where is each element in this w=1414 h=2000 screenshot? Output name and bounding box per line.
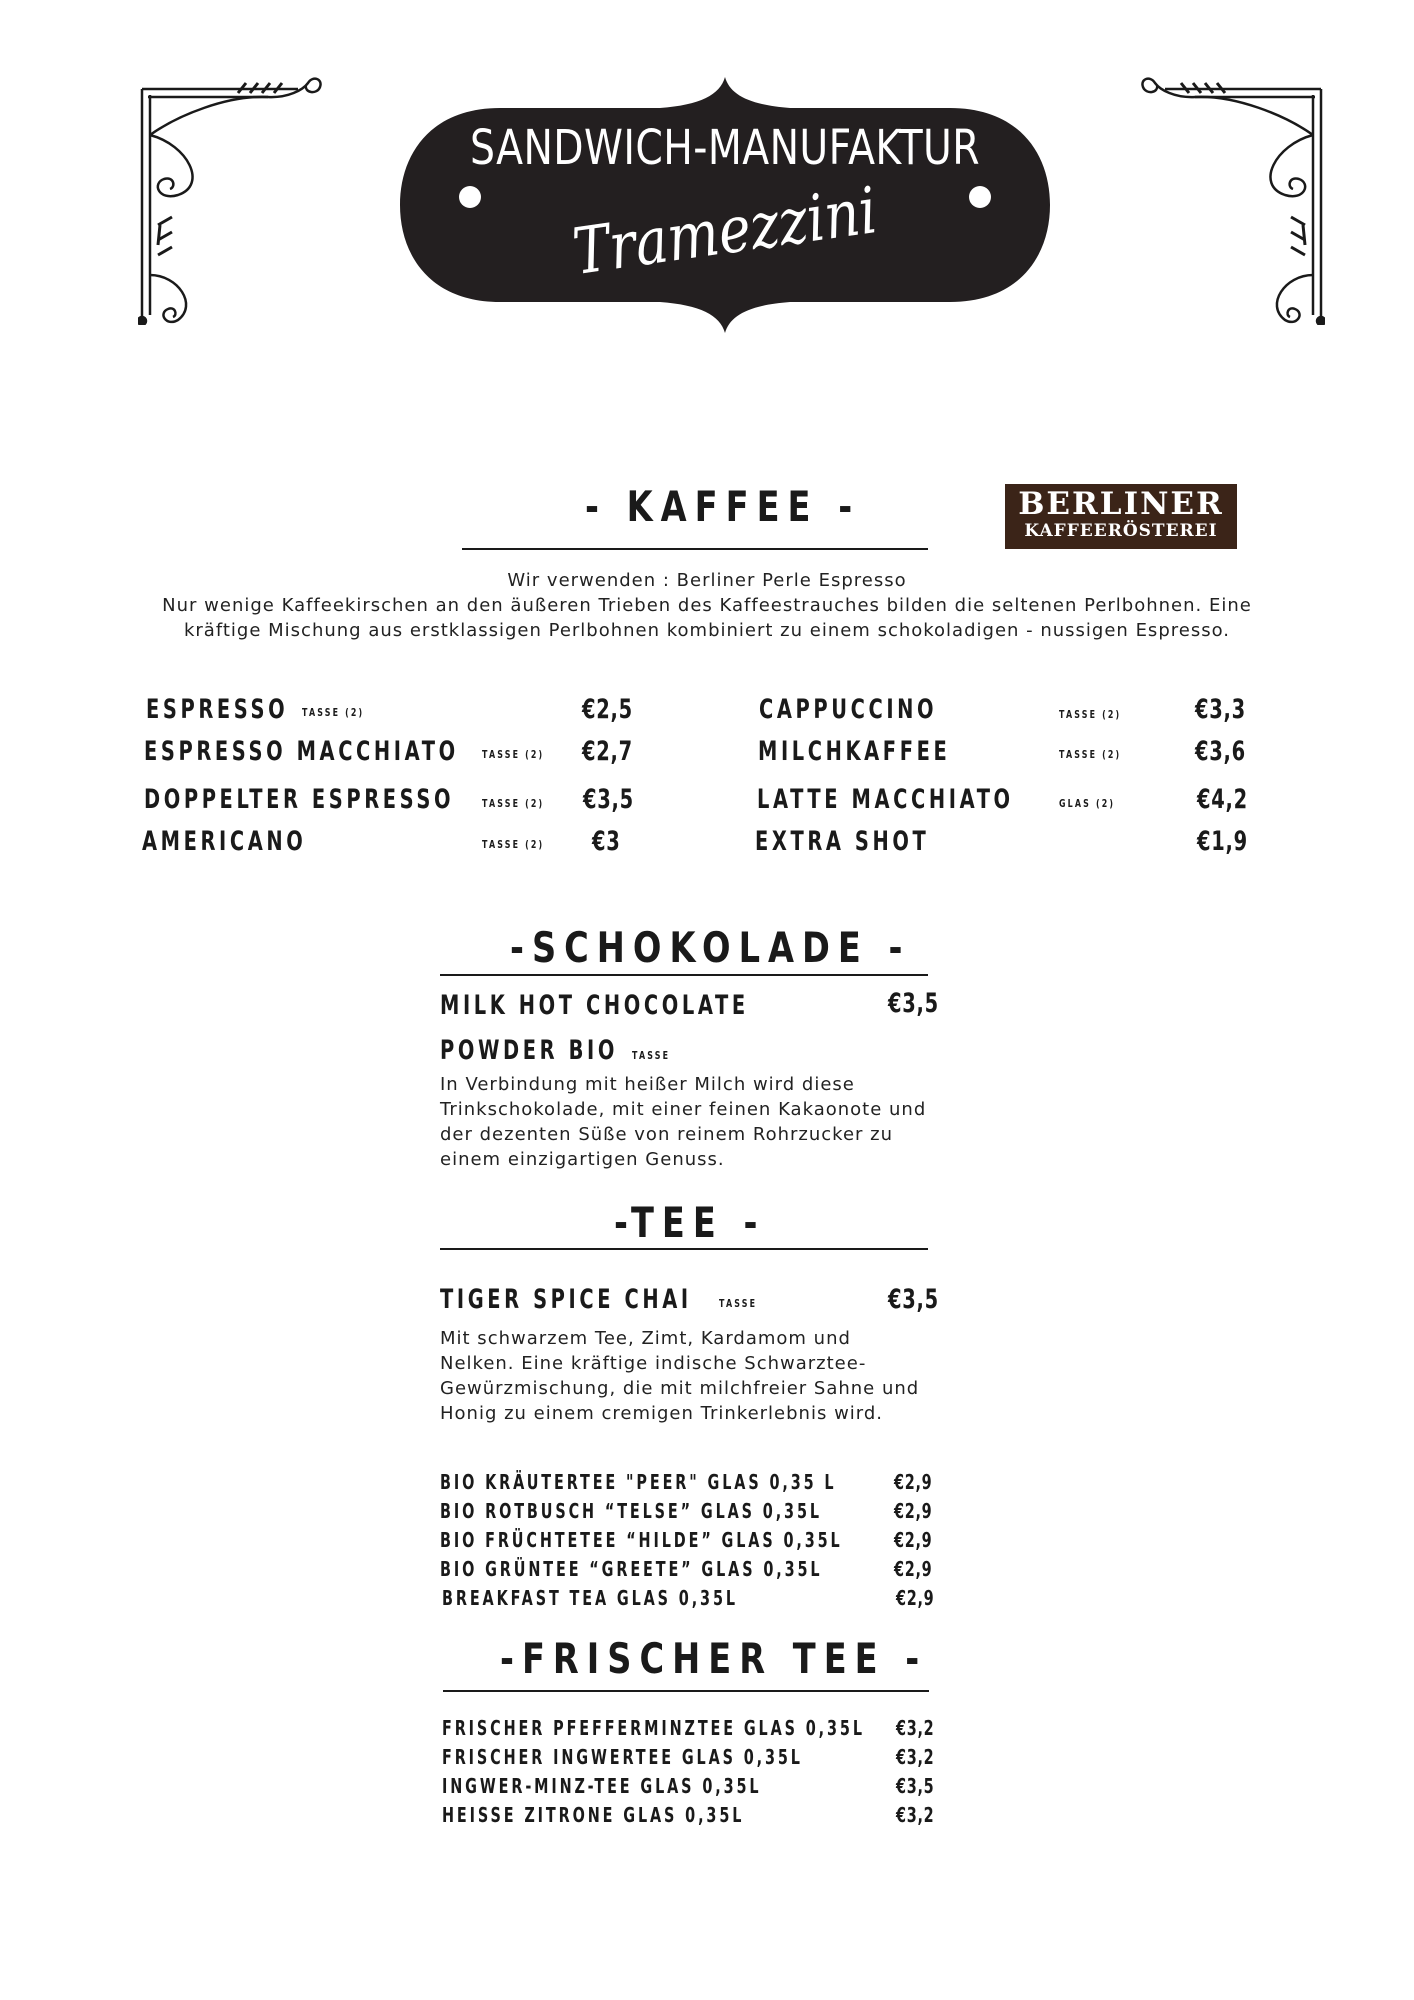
list-item-price: €2,9 bbox=[894, 1557, 933, 1581]
menu-item-name: ESPRESSO MACCHIATO bbox=[144, 736, 459, 767]
list-item: FRISCHER INGWERTEE GLAS 0,35L bbox=[442, 1745, 803, 1769]
menu-item-unit: GLAS (2) bbox=[1059, 797, 1116, 810]
berliner-logo bbox=[1005, 484, 1237, 549]
menu-item-price: €3,5 bbox=[583, 784, 634, 815]
menu-item-name: MILCHKAFFEE bbox=[758, 736, 951, 767]
list-item: HEISSE ZITRONE GLAS 0,35L bbox=[442, 1803, 745, 1827]
header-banner bbox=[400, 75, 1050, 335]
menu-item-price: €3,3 bbox=[1195, 694, 1246, 725]
menu-item-name: EXTRA SHOT bbox=[755, 826, 930, 857]
banner-script: Tramezzini bbox=[568, 174, 882, 290]
menu-item-name: DOPPELTER ESPRESSO bbox=[144, 784, 455, 815]
list-item-price: €3,2 bbox=[896, 1716, 935, 1740]
frischer-tee-heading: -FRISCHER TEE - bbox=[500, 1634, 928, 1683]
menu-item-unit: TASSE (2) bbox=[482, 838, 545, 851]
schokolade-heading: -SCHOKOLADE - bbox=[510, 923, 911, 972]
kaffee-heading: - KAFFEE - bbox=[585, 482, 861, 531]
menu-item-unit: TASSE (2) bbox=[302, 706, 365, 719]
tee-list bbox=[440, 1470, 940, 1620]
kaffee-description: Nur wenige Kaffeekirschen an den äußeren Trieben des Kaffeestrauches bilden die seltenen Perlbohnen. Eine kräftige Mischung aus erstklassigen Perlbohnen kombiniert zu einem schokoladigen - nussigen Espresso. bbox=[162, 595, 1252, 641]
list-item: BIO ROTBUSCH “TELSE” GLAS 0,35L bbox=[440, 1499, 822, 1523]
list-item-price: €2,9 bbox=[896, 1586, 935, 1610]
frischer-tee-rule bbox=[443, 1690, 929, 1692]
list-item-price: €2,9 bbox=[894, 1470, 933, 1494]
kaffee-left-column bbox=[142, 690, 642, 860]
menu-item-price: €3,6 bbox=[1195, 736, 1246, 767]
schokolade-price: €3,5 bbox=[888, 988, 939, 1019]
logo-line1: BERLINER bbox=[1018, 486, 1224, 522]
banner-title: SANDWICH-MANUFAKTUR bbox=[469, 120, 981, 176]
schokolade-rule bbox=[440, 974, 928, 976]
menu-item-name: AMERICANO bbox=[142, 826, 307, 857]
frischer-tee-list bbox=[442, 1716, 942, 1836]
tee-rule bbox=[440, 1248, 928, 1250]
list-item-price: €2,9 bbox=[894, 1528, 933, 1552]
list-item: INGWER-MINZ-TEE GLAS 0,35L bbox=[442, 1774, 762, 1798]
list-item: BIO GRÜNTEE “GREETE” GLAS 0,35L bbox=[440, 1557, 823, 1581]
corner-ornament-right-icon bbox=[1135, 75, 1325, 325]
tee-feature-name: TIGER SPICE CHAI bbox=[440, 1284, 692, 1315]
list-item: FRISCHER PFEFFERMINZTEE GLAS 0,35L bbox=[442, 1716, 865, 1740]
list-item-price: €3,5 bbox=[896, 1774, 935, 1798]
kaffee-right-column bbox=[755, 690, 1275, 860]
schokolade-item-line2: POWDER BIO bbox=[440, 1035, 618, 1066]
list-item-price: €3,2 bbox=[896, 1745, 935, 1769]
kaffee-intro: Wir verwenden : Berliner Perle Espresso bbox=[507, 570, 907, 591]
menu-item-price: €2,7 bbox=[582, 736, 633, 767]
list-item: BIO FRÜCHTETEE “HILDE” GLAS 0,35L bbox=[440, 1528, 843, 1552]
schokolade-unit: TASSE bbox=[632, 1049, 671, 1062]
tee-feature-price: €3,5 bbox=[888, 1284, 939, 1315]
menu-item-name: ESPRESSO bbox=[146, 694, 289, 725]
list-item: BIO KRÄUTERTEE "PEER" GLAS 0,35 L bbox=[440, 1470, 837, 1494]
tee-feature-unit: TASSE bbox=[719, 1297, 758, 1310]
logo-line2: KAFFEERÖSTEREI bbox=[1024, 521, 1218, 541]
corner-ornament-left-icon bbox=[138, 75, 328, 325]
tee-heading: -TEE - bbox=[614, 1198, 766, 1247]
menu-item-unit: TASSE (2) bbox=[1059, 748, 1122, 761]
menu-item-name: CAPPUCCINO bbox=[759, 694, 938, 725]
schokolade-item-line1: MILK HOT CHOCOLATE bbox=[440, 990, 749, 1021]
schokolade-description: In Verbindung mit heißer Milch wird diese Trinkschokolade, mit einer feinen Kakaonote und der dezenten Süße von reinem Rohrzucker zu einem einzigartigen Genuss. bbox=[440, 1074, 927, 1170]
list-item-price: €3,2 bbox=[896, 1803, 935, 1827]
menu-item-unit: TASSE (2) bbox=[482, 748, 545, 761]
menu-item-unit: TASSE (2) bbox=[1059, 708, 1122, 721]
list-item-price: €2,9 bbox=[894, 1499, 933, 1523]
list-item: BREAKFAST TEA GLAS 0,35L bbox=[442, 1586, 738, 1610]
tee-feature-description: Mit schwarzem Tee, Zimt, Kardamom und Nelken. Eine kräftige indische Schwarztee-Gewürzmischung, die mit milchfreier Sahne und Honig zu einem cremigen Trinkerlebnis wird. bbox=[440, 1328, 920, 1424]
menu-item-price: €2,5 bbox=[582, 694, 633, 725]
menu-item-price: €3 bbox=[592, 826, 621, 857]
menu-item-unit: TASSE (2) bbox=[482, 797, 545, 810]
menu-item-price: €4,2 bbox=[1197, 784, 1248, 815]
menu-item-price: €1,9 bbox=[1197, 826, 1248, 857]
kaffee-rule bbox=[462, 548, 928, 550]
menu-item-name: LATTE MACCHIATO bbox=[757, 784, 1014, 815]
